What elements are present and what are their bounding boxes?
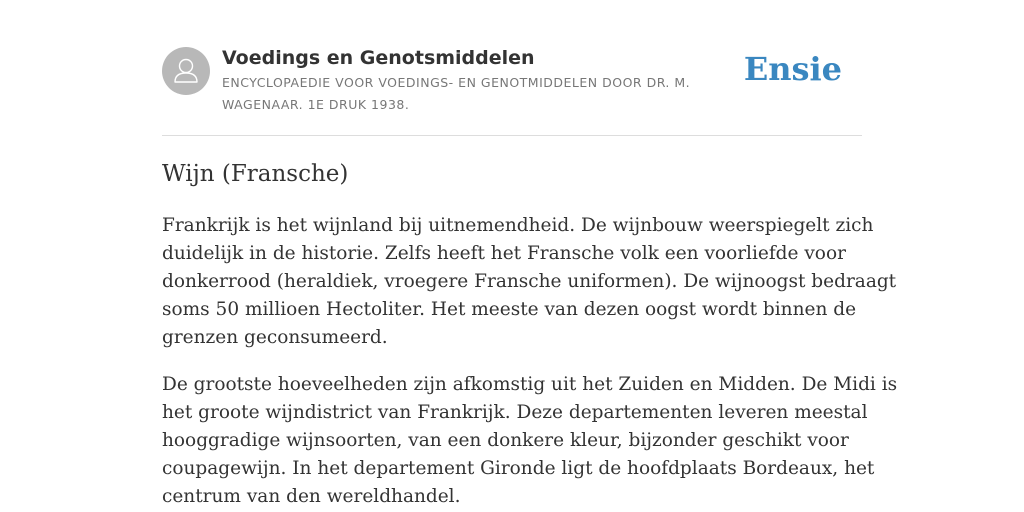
article-paragraph-1 bbox=[162, 212, 897, 352]
article-paragraph-2 bbox=[162, 371, 898, 511]
source-title[interactable]: Voedings en Genotsmiddelen bbox=[222, 47, 535, 69]
paragraph-line: coupagewijn. In het departement Gironde ligt de hoofdplaats Bordeaux, het bbox=[162, 458, 875, 479]
header-divider bbox=[162, 135, 862, 136]
paragraph-line: De grootste hoeveelheden zijn afkomstig uit het Zuiden en Midden. De Midi is bbox=[162, 374, 898, 395]
paragraph-line: centrum van den wereldhandel. bbox=[162, 486, 461, 507]
source-description-line: WAGENAAR. 1E DRUK 1938. bbox=[222, 97, 410, 112]
paragraph-line: grenzen geconsumeerd. bbox=[162, 327, 388, 348]
user-silhouette-icon bbox=[162, 47, 210, 95]
paragraph-line: het groote wijndistrict van Frankrijk. Deze departementen leveren meestal bbox=[162, 402, 868, 423]
paragraph-line: duidelijk in de historie. Zelfs heeft het Fransche volk een voorliefde voor bbox=[162, 243, 846, 264]
source-avatar[interactable] bbox=[162, 47, 210, 95]
source-header bbox=[162, 43, 862, 135]
paragraph-line: hooggradige wijnsoorten, van een donkere kleur, bijzonder geschikt voor bbox=[162, 430, 849, 451]
ensie-logo-link[interactable]: Ensie bbox=[743, 50, 842, 88]
source-description-line: ENCYCLOPAEDIE VOOR VOEDINGS- EN GENOTMIDDELEN DOOR DR. M. bbox=[222, 75, 691, 90]
paragraph-line: donkerrood (heraldiek, vroegere Fransche uniformen). De wijnoogst bedraagt bbox=[162, 271, 897, 292]
source-description bbox=[222, 72, 722, 116]
paragraph-line: Frankrijk is het wijnland bij uitnemendheid. De wijnbouw weerspiegelt zich bbox=[162, 215, 874, 236]
paragraph-line: soms 50 millioen Hectoliter. Het meeste van dezen oogst wordt binnen de bbox=[162, 299, 857, 320]
article-title: Wijn (Fransche) bbox=[162, 161, 349, 187]
